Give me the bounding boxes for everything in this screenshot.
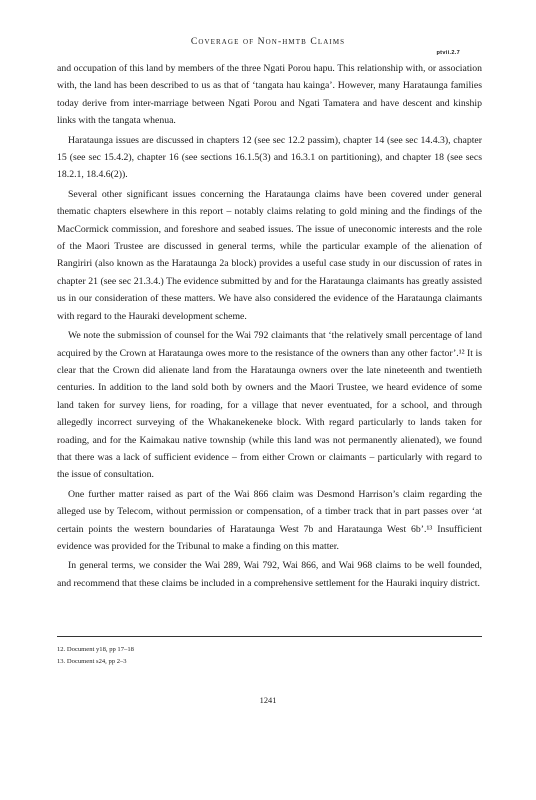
paragraph: In general terms, we consider the Wai 289, Wai 792, Wai 866, and Wai 968 claims to be well founded, and recommend that these claims be included in a comprehensive settlement for the Hauraki inquiry district. [57, 560, 482, 589]
paragraph: and occupation of this land by members of the three Ngati Porou hapu. This relationship with, or association with, the land has been described to us as that of ‘tangata hau kainga’. However, many Harataunga families today derive from inter-marriage between Ngati Porou and Ngati Tamatera and have descent and kinship links with the tangata whenua. [57, 63, 482, 127]
paragraph: One further matter raised as part of the Wai 866 claim was Desmond Harrison’s claim regarding the alleged use by Telecom, without permission or compensation, of a timber track that in part passes over ‘at certain points the western boundaries of Harataunga West 7b and Harataunga West 6b’.¹³ Insufficient evidence was provided for the Tribunal to make a finding on this matter. [57, 488, 482, 552]
footnote-rule [57, 636, 482, 637]
body-text [57, 60, 482, 594]
section-tag: ptvii.2.7 [436, 50, 460, 56]
footnotes [57, 644, 482, 668]
paragraph: Several other significant issues concerning the Harataunga claims have been covered under general thematic chapters elsewhere in this report – notably claims relating to gold mining and the findings of the MacCormick commission, and foreshore and seabed issues. The issue of uneconomic interests and the role of the Maori Trustee are discussed in general terms, while the particular example of the alienation of Rangiriri (also known as the Harataunga 2a block) provides a useful case study in our discussion of rates in chapter 21 (see sec 21.3.4.) The evidence submitted by and for the Harataunga claimants has greatly assisted us in our consideration of these matters. We have also considered the evidence of the Harataunga claimants with regard to the Hauraki development scheme. [57, 188, 482, 322]
paragraph: Harataunga issues are discussed in chapters 12 (see sec 12.2 passim), chapter 14 (see sec 14.4.3), chapter 15 (see sec 15.4.2), chapter 16 (see sections 16.1.5(3) and 16.3.1 on partitioning), and chapter 18 (see secs 18.2.1, 18.4.6(2)). [57, 134, 482, 181]
page-number: 1241 [259, 696, 277, 705]
running-head: Coverage of Non-hmtb Claims [190, 36, 346, 47]
footnote: 12. Document y18, pp 17–18 [57, 646, 134, 653]
footnote: 13. Document s24, pp 2–3 [57, 658, 127, 665]
paragraph: We note the submission of counsel for the Wai 792 claimants that ‘the relatively small percentage of land acquired by the Crown at Harataunga owes more to the resistance of the owners than any other factor’.¹² It is clear that the Crown did alienate land from the Harataunga owners over the late nineteenth and twentieth centuries. In addition to the land sold both by owners and the Maori Trustee, we heard evidence of some land taken for survey liens, for roading, for a village that never eventuated, for a school, and through allegedly incorrect surveying of the Whakanekeneke block. With regard particularly to lands taken for roading, and for the Kaimakau native township (while this land was not permanently alienated), we found that there was a lack of sufficient evidence – from either Crown or claimants – particularly with regard to the issue of consultation. [57, 330, 482, 481]
